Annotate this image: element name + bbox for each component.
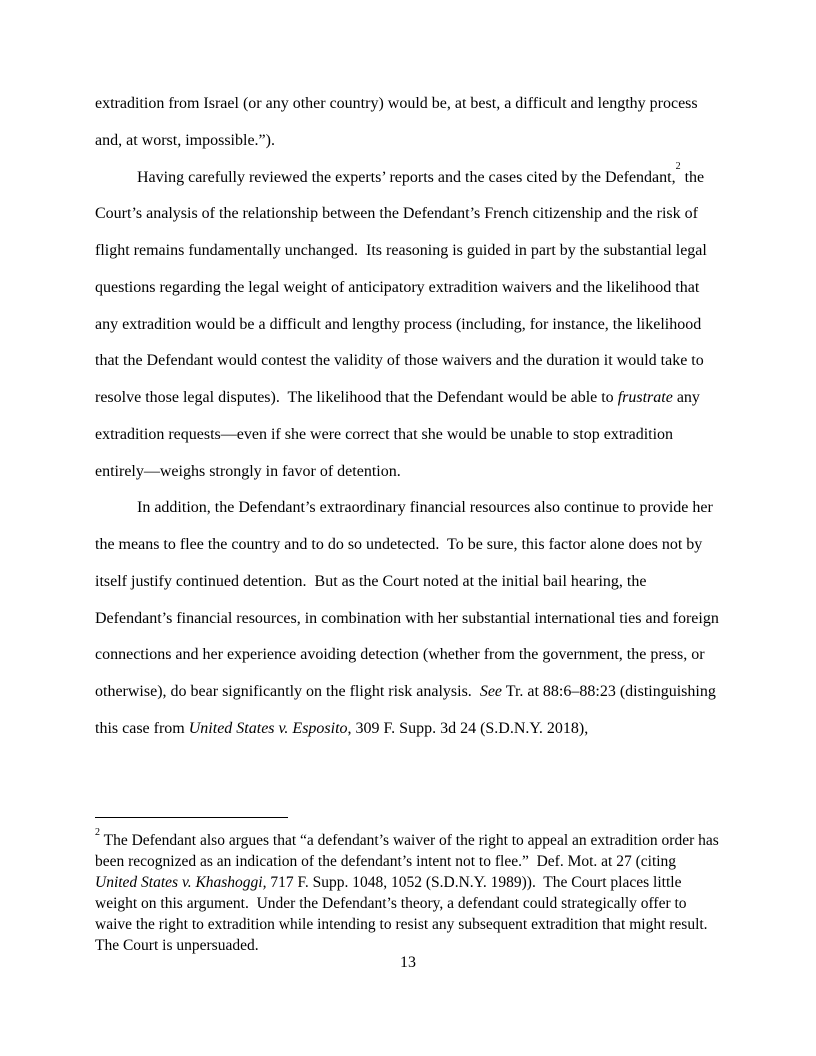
- text-run: 717 F. Supp. 1048, 1052 (S.D.N.Y. 1989)). The Court places little weight on this argument. Under the Defendant’s theory, a defendant could strategically offer to waive the right to extradition while intending to resist any subsequent extradition that might result. The Court is unpersuaded.: [95, 874, 716, 954]
- text-run: the Court’s analysis of the relationship between the Defendant’s French citizenship and the risk of flight remains fundamentally unchanged. Its reasoning is guided in part by the substantial legal questions regarding the legal weight of anticipatory extradition waivers and the likelihood that any extradition would be a difficult and lengthy process (including, for instance, the likelihood that the Defendant would contest the validity of those waivers and the duration it would take to resolve those legal disputes). The likelihood that the Defendant would be able to: [95, 168, 711, 406]
- footnote: [95, 826, 723, 956]
- text-run: In addition, the Defendant’s extraordinary financial resources also continue to provide her the means to flee the country and to do so undetected. To be sure, this factor alone does not by itself justify continued detention. But as the Court noted at the initial bail hearing, the Defendant’s financial resources, in combination with her substantial international ties and foreign connections and her experience avoiding detection (whether from the government, the press, or otherwise), do bear significantly on the flight risk analysis.: [95, 499, 723, 700]
- italic-text-run: United States v. Esposito: [188, 719, 348, 737]
- footnote-separator: [95, 817, 288, 818]
- footnote-area: [95, 817, 721, 956]
- text-run: any extradition requests—even if she were correct that she would be unable to stop extradition entirely—weighs strongly in favor of detention.: [95, 389, 704, 480]
- body-paragraph: [95, 160, 721, 491]
- document-body: [95, 86, 721, 748]
- footnote-reference: 2: [675, 161, 681, 173]
- italic-text-run: frustrate: [617, 389, 673, 406]
- text-run: , 309 F. Supp. 3d 24 (S.D.N.Y. 2018),: [347, 719, 589, 737]
- text-run: The Defendant also argues that “a defendant’s waiver of the right to appeal an extradition order has been recognized as an indication of the defendant’s intent not to flee.” Def. Mot. at 27 (citing: [95, 832, 723, 870]
- text-run: Having carefully reviewed the experts’ reports and the cases cited by the Defendant,: [137, 168, 676, 186]
- footnote-reference: 2: [95, 826, 100, 838]
- text-run: Tr. at 88:6–88:23 (distinguishing this case from: [95, 683, 720, 737]
- body-paragraph: [95, 490, 721, 747]
- body-paragraph: [95, 86, 721, 160]
- page-number: 13: [400, 954, 416, 971]
- text-run: extradition from Israel (or any other country) would be, at best, a difficult and lengthy process and, at worst, impossible.”).: [95, 95, 702, 149]
- italic-text-run: See: [479, 683, 503, 700]
- italic-text-run: United States v. Khashoggi,: [95, 874, 267, 891]
